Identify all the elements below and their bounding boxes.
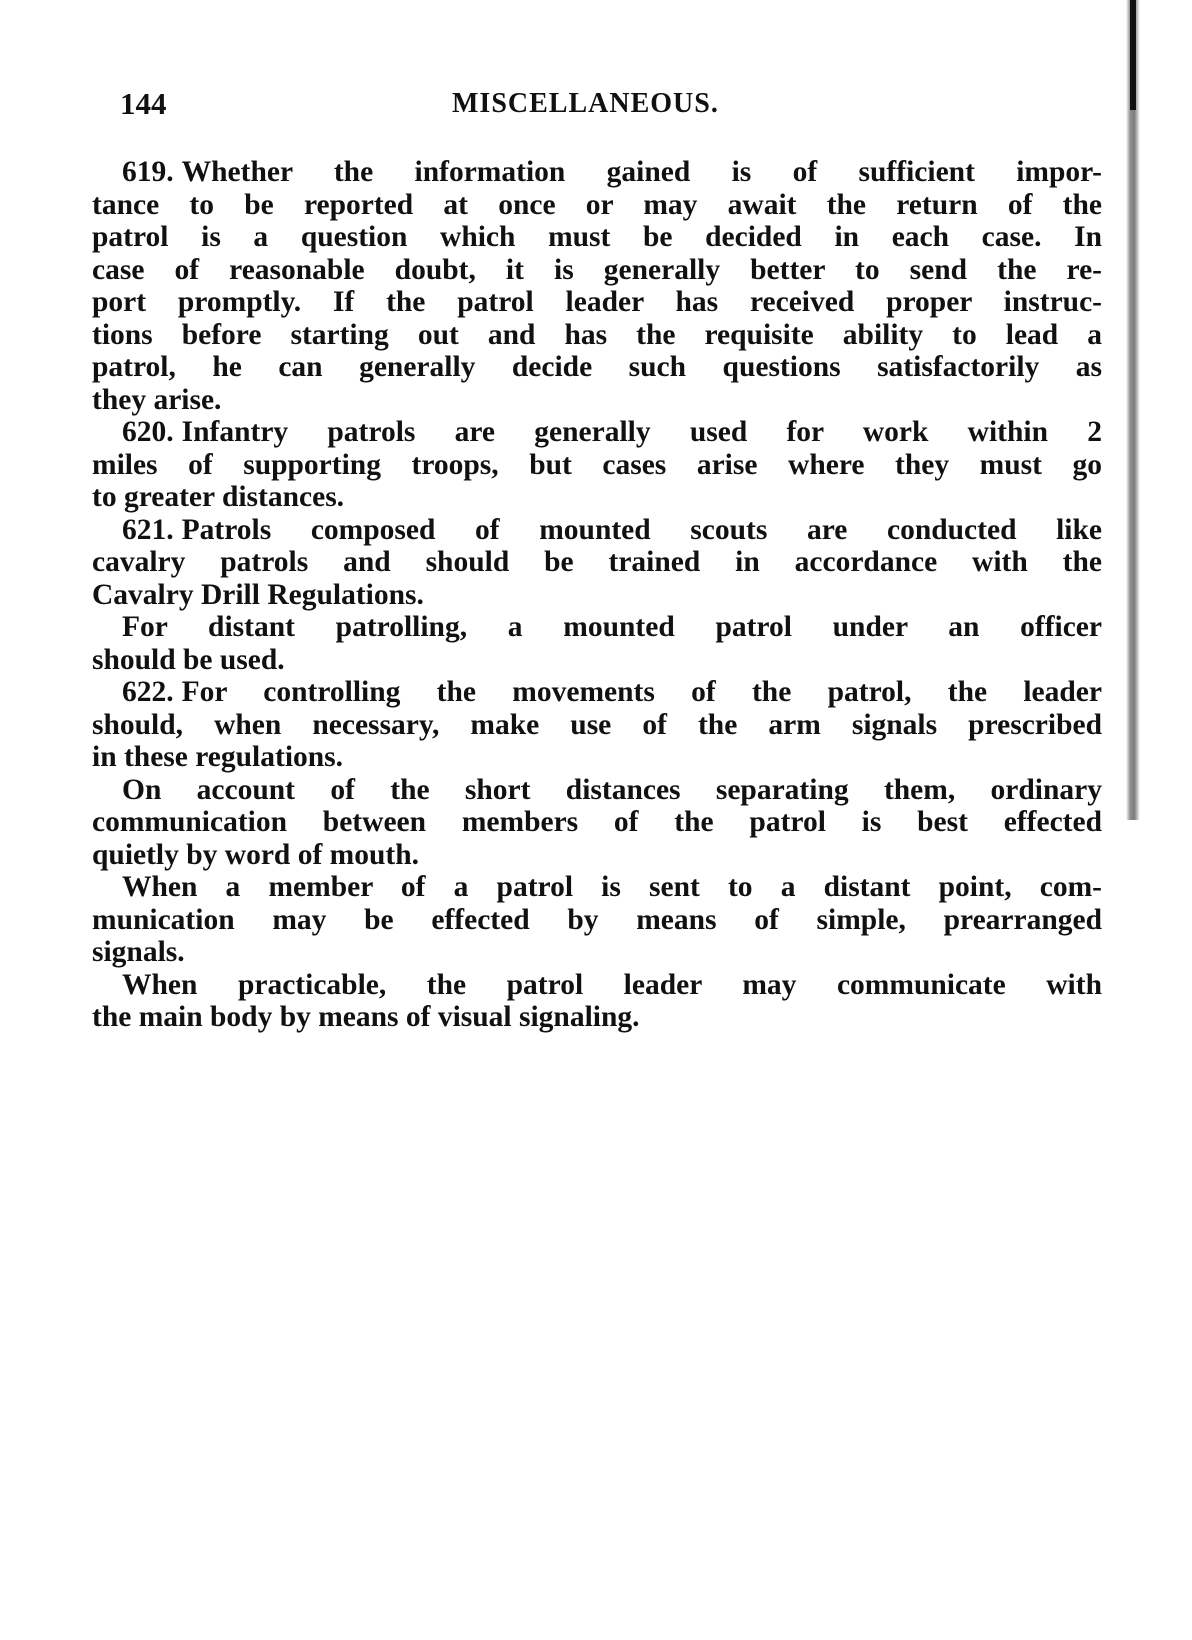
- text-line: [92, 741, 1102, 774]
- line-text: in these regulations.: [92, 741, 344, 773]
- line-text: Whether the information gained is of sufficient impor-: [181, 156, 1102, 188]
- line-text: tions before starting out and has the requisite ability to lead a: [92, 318, 1102, 351]
- text-line: [92, 936, 1102, 969]
- line-text: When a member of a patrol is sent to a distant point, com-: [122, 871, 1102, 903]
- text-line: [92, 189, 1102, 222]
- text-line: [92, 839, 1102, 872]
- line-text: On account of the short distances separating them, ordinary: [122, 773, 1102, 806]
- paragraph-number: 620.: [122, 416, 174, 448]
- line-text: to greater distances.: [92, 481, 345, 513]
- text-line: [92, 546, 1102, 579]
- text-line: [92, 904, 1102, 937]
- line-text: For distant patrolling, a mounted patrol under an officer: [122, 611, 1102, 643]
- text-line: [92, 969, 1102, 1002]
- line-text: Cavalry Drill Regulations.: [92, 578, 424, 611]
- text-line: [92, 351, 1102, 384]
- line-text: quietly by word of mouth.: [92, 838, 419, 871]
- text-line: [92, 319, 1102, 352]
- text-line: [92, 514, 1102, 547]
- text-line: [92, 449, 1102, 482]
- line-text: tance to be reported at once or may await the return of the: [92, 188, 1102, 221]
- text-line: [92, 774, 1102, 807]
- text-line: [92, 611, 1102, 644]
- line-text: communication between members of the patrol is best effected: [92, 806, 1102, 838]
- paragraph: [92, 416, 1102, 514]
- paragraph-number: 619.: [122, 156, 174, 188]
- paragraph: [92, 514, 1102, 612]
- line-text: When practicable, the patrol leader may communicate with: [122, 968, 1102, 1001]
- text-line: [92, 709, 1102, 742]
- text-line: [92, 1001, 1102, 1034]
- text-line: [92, 871, 1102, 904]
- line-text: munication may be effected by means of simple, prearranged: [92, 903, 1102, 936]
- text-line: [92, 676, 1102, 709]
- running-head: MISCELLANEOUS.: [452, 88, 719, 119]
- text-line: [92, 156, 1102, 189]
- line-text: signals.: [92, 936, 185, 968]
- line-text: port promptly. If the patrol leader has received proper instruc-: [92, 286, 1102, 318]
- text-line: [92, 416, 1102, 449]
- text-line: [92, 254, 1102, 287]
- line-text: patrol, he can generally decide such questions satisfactorily as: [92, 351, 1102, 383]
- line-text: Infantry patrols are generally used for work within 2: [181, 416, 1102, 448]
- text-line: [92, 384, 1102, 417]
- line-text: miles of supporting troops, but cases arise where they must go: [92, 448, 1102, 481]
- paragraph: [92, 871, 1102, 969]
- text-line: [92, 579, 1102, 612]
- line-text: Patrols composed of mounted scouts are conducted like: [181, 513, 1102, 546]
- paragraph: [92, 156, 1102, 416]
- paragraph: [92, 774, 1102, 872]
- line-text: the main body by means of visual signaling.: [92, 1001, 640, 1033]
- line-text: should, when necessary, make use of the arm signals prescribed: [92, 708, 1102, 741]
- line-text: should be used.: [92, 643, 285, 676]
- paragraph: [92, 969, 1102, 1034]
- text-line: [92, 806, 1102, 839]
- line-text: case of reasonable doubt, it is generally better to send the re-: [92, 253, 1102, 286]
- scan-binding-edge: [1126, 0, 1140, 820]
- line-text: they arise.: [92, 383, 222, 416]
- text-line: [92, 286, 1102, 319]
- line-text: cavalry patrols and should be trained in accordance with the: [92, 546, 1102, 578]
- paragraph-number: 622.: [122, 676, 174, 708]
- text-line: [92, 481, 1102, 514]
- paragraph-number: 621.: [122, 513, 174, 546]
- text-line: [92, 221, 1102, 254]
- paragraph: [92, 611, 1102, 676]
- text-line: [92, 644, 1102, 677]
- scan-binding-edge-dark: [1130, 0, 1136, 110]
- paragraph: [92, 676, 1102, 774]
- line-text: For controlling the movements of the patrol, the leader: [181, 676, 1102, 708]
- line-text: patrol is a question which must be decided in each case. In: [92, 221, 1102, 253]
- page-number: 144: [120, 86, 167, 121]
- page-body: [92, 156, 1102, 1034]
